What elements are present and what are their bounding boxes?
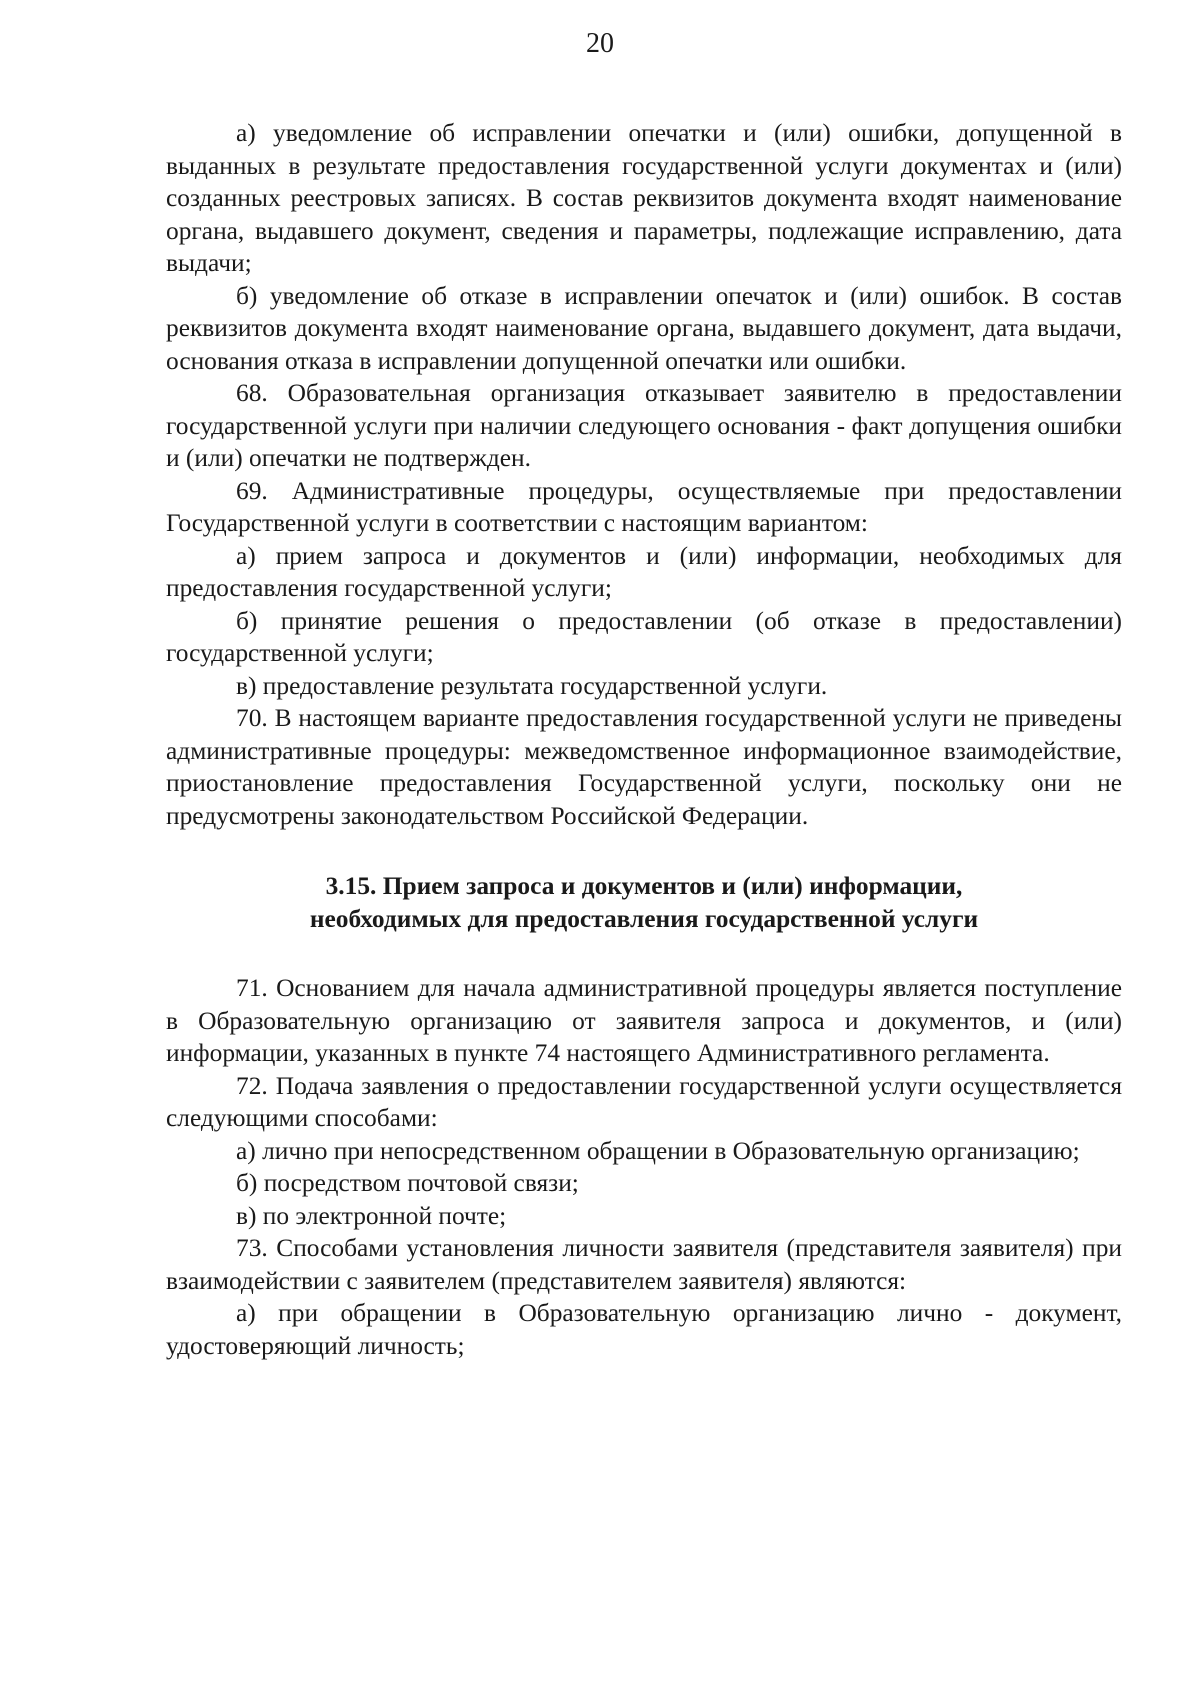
paragraph-70: 70. В настоящем варианте предоставления государственной услуги не приведены административные процедуры: межведомственное информационное взаимодействие, приостановление предоставления Государственной услуги, поскольку они не предусмотрены законодательством Российской Федерации.	[166, 704, 1122, 830]
document-body	[166, 117, 1122, 1362]
section-heading-line-1: 3.15. Прием запроса и документов и (или) информации,	[325, 872, 963, 900]
paragraph-72-a: а) лично при непосредственном обращении в Образовательную организацию;	[236, 1136, 1080, 1165]
page-number: 20	[586, 28, 614, 59]
paragraph-73: 73. Способами установления личности заявителя (представителя заявителя) при взаимодействии с заявителем (представителем заявителя) являются:	[166, 1234, 1122, 1295]
paragraph-72: 72. Подача заявления о предоставлении государственной услуги осуществляется следующими способами:	[166, 1071, 1122, 1132]
paragraph-notice-correction: а) уведомление об исправлении опечатки и (или) ошибки, допущенной в выданных в результате предоставления государственной услуги документах и (или) созданных реестровых записях. В состав реквизитов документа входят наименование органа, выдавшего документ, сведения и параметры, подлежащие исправлению, дата выдачи;	[166, 119, 1122, 277]
section-heading-line-2: необходимых для предоставления государственной услуги	[309, 904, 979, 933]
paragraph-69-v: в) предоставление результата государственной услуги.	[236, 671, 828, 700]
paragraph-72-b: б) посредством почтовой связи;	[236, 1169, 579, 1197]
paragraph-72-v: в) по электронной почте;	[236, 1201, 507, 1230]
paragraph-69-b: б) принятие решения о предоставлении (об отказе в предоставлении) государственной услуги;	[166, 606, 1122, 667]
paragraph-71: 71. Основанием для начала административной процедуры является поступление в Образовательную организацию от заявителя запроса и документов, и (или) информации, указанных в пункте 74 настоящего Административного регламента.	[166, 974, 1122, 1067]
paragraph-notice-refusal: б) уведомление об отказе в исправлении опечаток и (или) ошибок. В состав реквизитов документа входят наименование органа, выдавшего документ, дата выдачи, основания отказа в исправлении допущенной опечатки или ошибки.	[166, 281, 1122, 375]
paragraph-68: 68. Образовательная организация отказывает заявителю в предоставлении государственной услуги при наличии следующего основания - факт допущения ошибки и (или) опечатки не подтвержден.	[166, 379, 1122, 472]
paragraph-69: 69. Административные процедуры, осуществляемые при предоставлении Государственной услуги в соответствии с настоящим вариантом:	[166, 476, 1122, 537]
section-heading-3-15	[166, 832, 1122, 972]
paragraph-73-a: а) при обращении в Образовательную организацию лично - документ, удостоверяющий личность;	[166, 1299, 1122, 1360]
paragraph-69-a: а) прием запроса и документов и (или) информации, необходимых для предоставления государственной услуги;	[166, 541, 1122, 602]
